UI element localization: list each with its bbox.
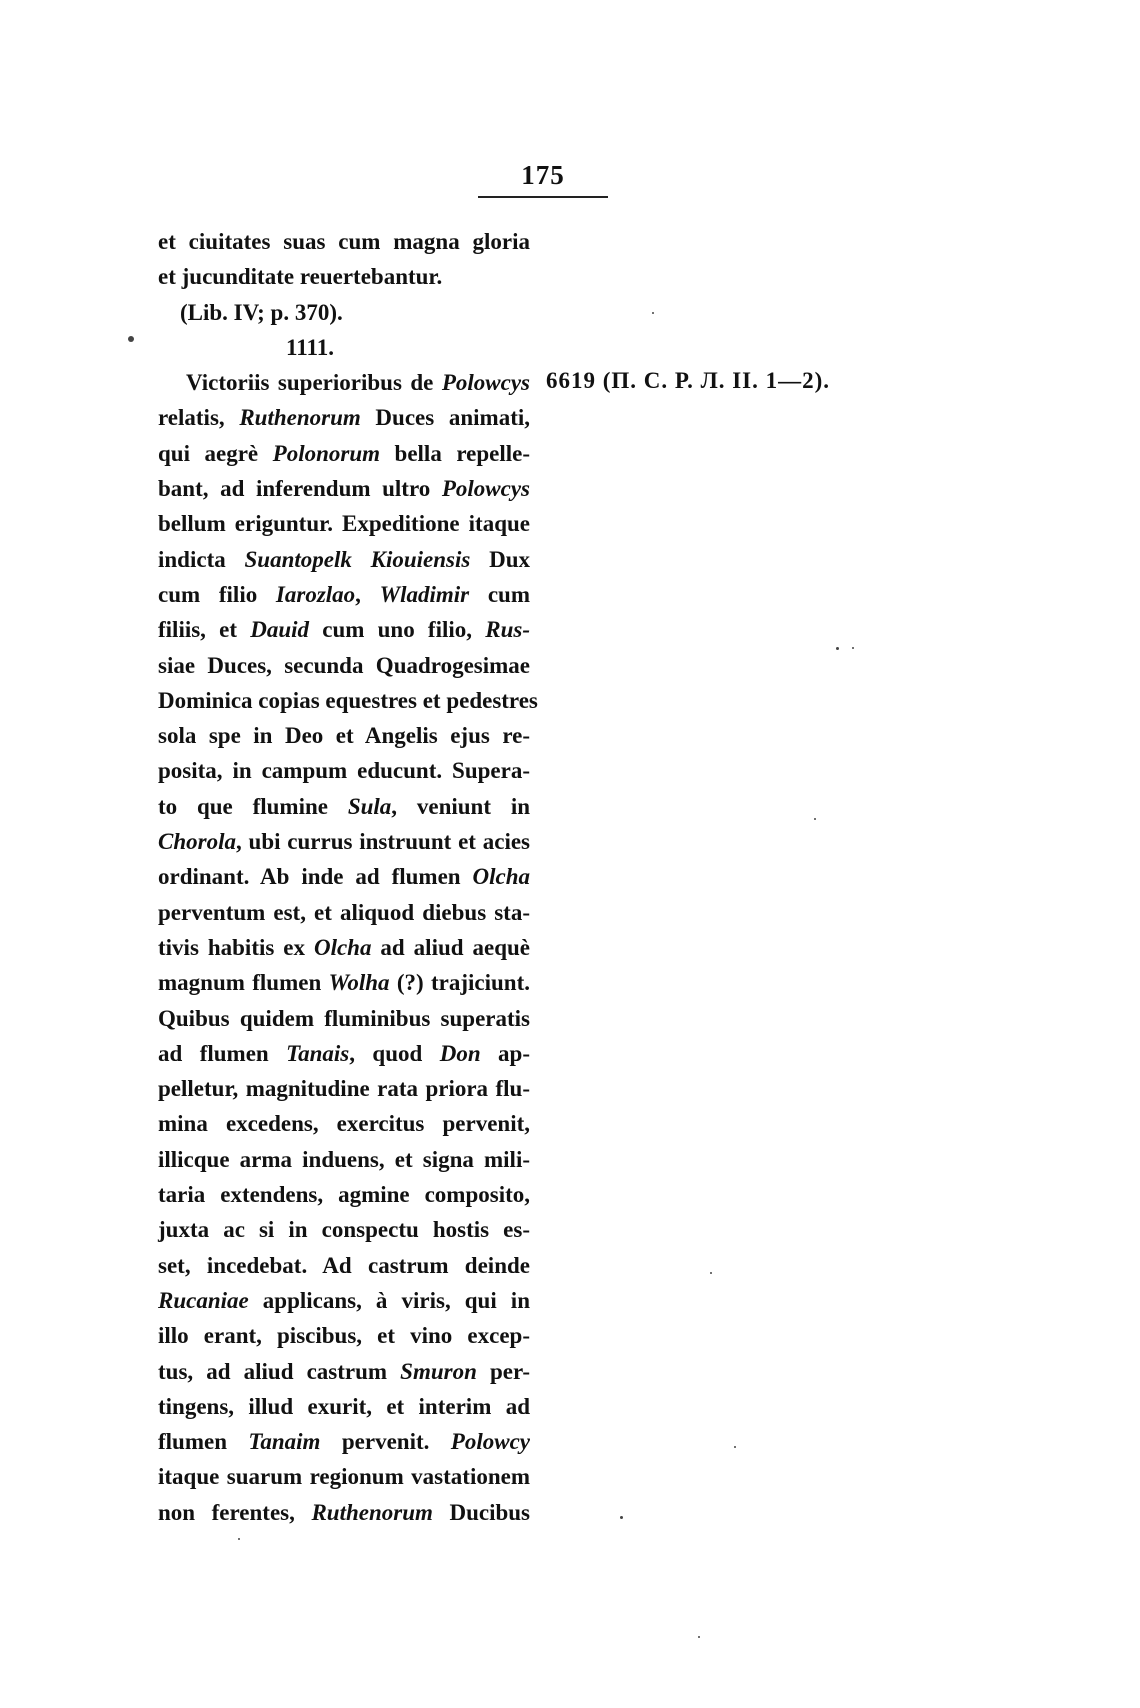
scan-speck	[734, 1446, 736, 1448]
text-line: et jucunditate reuertebantur.	[158, 264, 443, 290]
text-line: bellum eriguntur. Expeditione itaque	[158, 511, 530, 537]
main-text-column	[158, 224, 538, 1530]
page-number: 175	[521, 160, 565, 190]
scan-speck	[652, 312, 654, 314]
entry-number: 1111.	[286, 334, 334, 360]
text-line: pelletur, magnitudine rata priora flu-	[158, 1076, 530, 1102]
scan-speck	[620, 1516, 623, 1519]
text-line: tingens, illud exurit, et interim ad	[158, 1393, 530, 1419]
text-line: perventum est, et aliquod diebus sta-	[158, 899, 530, 925]
scan-speck	[128, 336, 134, 342]
text-line: set, incedebat. Ad castrum deinde	[158, 1252, 530, 1278]
scan-speck	[238, 1538, 240, 1540]
text-line: posita, in campum educunt. Supera-	[158, 758, 530, 784]
text-line: to que flumine Sula, veniunt in	[158, 793, 530, 819]
text-line: Victoriis superioribus de Polowcys	[186, 370, 530, 396]
text-line: sola spe in Deo et Angelis ejus re-	[158, 723, 530, 749]
text-line: qui aegrè Polonorum bella repelle-	[158, 440, 530, 466]
scan-speck	[852, 647, 854, 649]
text-line: Chorola, ubi currus instruunt et acies	[158, 829, 530, 855]
citation-line: (Lib. IV; p. 370).	[180, 299, 343, 325]
text-line: filiis, et Dauid cum uno filio, Rus-	[158, 617, 530, 643]
text-line: ordinant. Ab inde ad flumen Olcha	[158, 864, 530, 890]
text-line: bant, ad inferendum ultro Polowcys	[158, 476, 530, 502]
text-line: mina excedens, exercitus pervenit,	[158, 1111, 530, 1137]
text-line: illo erant, piscibus, et vino excep-	[158, 1323, 530, 1349]
text-line: ad flumen Tanais, quod Don ap-	[158, 1040, 531, 1066]
text-line: taria extendens, agmine composito,	[158, 1182, 530, 1208]
text-line: flumen Tanaim pervenit. Polowcy	[158, 1429, 530, 1455]
text-line: illicque arma induens, et signa mili-	[158, 1146, 530, 1172]
scan-speck	[814, 818, 816, 820]
margin-reference: 6619 (П. С. Р. Л. II. 1—2).	[546, 368, 831, 393]
scan-speck	[698, 1636, 700, 1638]
text-line: non ferentes, Ruthenorum Ducibus	[158, 1499, 530, 1525]
text-line: Rucaniae applicans, à viris, qui in	[158, 1287, 530, 1313]
text-line: magnum flumen Wolha (?) trajiciunt.	[158, 970, 531, 996]
text-line: Dominica copias equestres et pedestres	[158, 687, 538, 713]
text-line: tivis habitis ex Olcha ad aliud aequè	[158, 934, 531, 960]
text-line: itaque suarum regionum vastationem	[158, 1464, 530, 1490]
text-line: et ciuitates suas cum magna gloria	[158, 229, 530, 254]
text-line: relatis, Ruthenorum Duces animati,	[158, 405, 530, 431]
scan-speck	[836, 647, 839, 650]
text-line: siae Duces, secunda Quadrogesimae	[158, 652, 530, 678]
scan-speck	[710, 1272, 712, 1274]
text-line: tus, ad aliud castrum Smuron per-	[158, 1358, 530, 1384]
text-line: indicta Suantopelk Kiouiensis Dux	[158, 546, 530, 572]
page-number-rule	[478, 196, 608, 198]
text-line: Quibus quidem fluminibus superatis	[158, 1005, 530, 1031]
text-line: juxta ac si in conspectu hostis es-	[158, 1217, 530, 1243]
text-line: cum filio Iarozlao, Wladimir cum	[158, 581, 530, 607]
